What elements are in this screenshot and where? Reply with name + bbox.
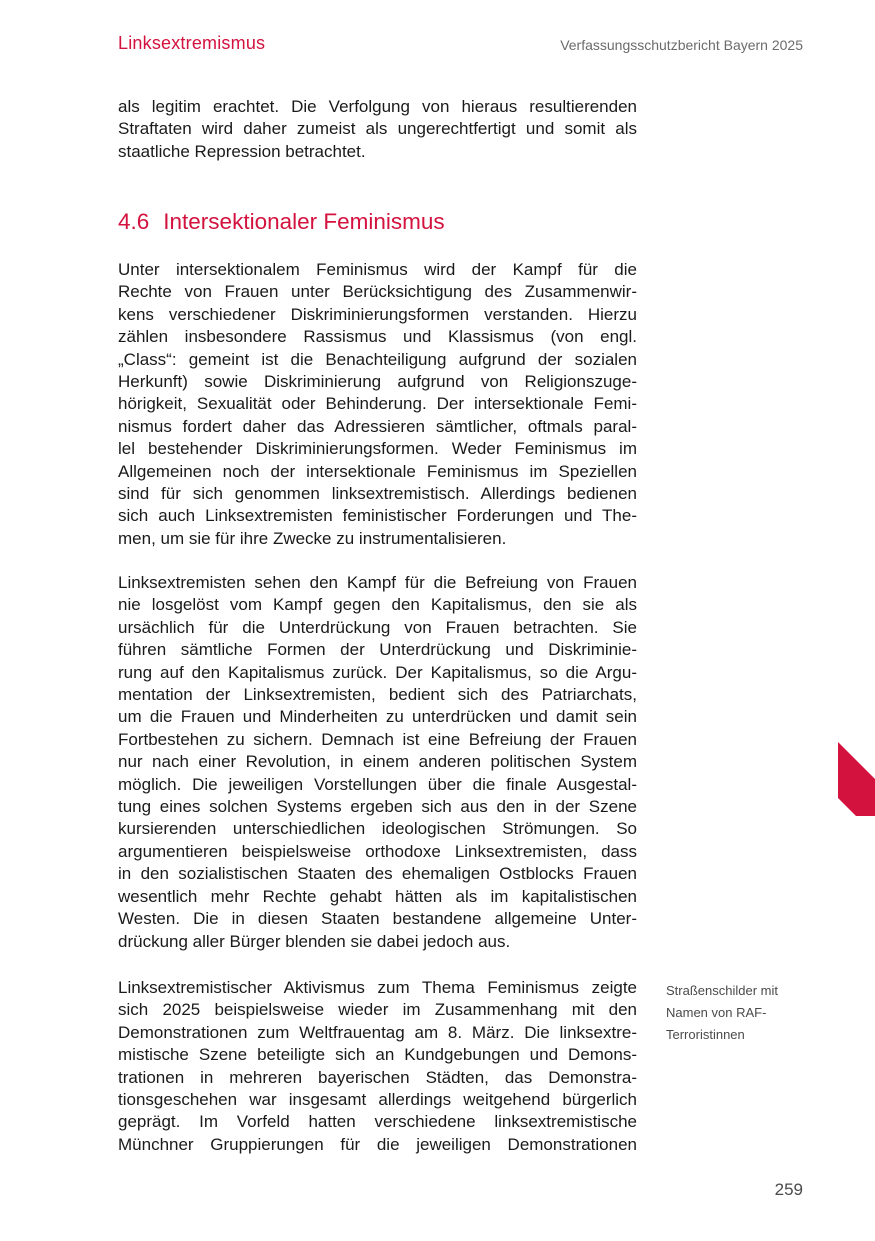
text-line: wesentlich mehr Rechte gehabt hätten als im kapitalistischen (118, 886, 637, 906)
paragraph-1 (118, 259, 637, 550)
paragraph-2 (118, 572, 637, 953)
text-line: geprägt. Im Vorfeld hatten verschiedene linksextremistische (118, 1112, 637, 1132)
text-line: trationen in mehreren bayerischen Städten, das Demonstra- (118, 1067, 637, 1087)
text-line: als legitim erachtet. Die Verfolgung von hieraus resultierenden (118, 97, 637, 116)
text-line: lel bestehender Diskriminierungsformen. Weder Feminismus im (118, 439, 637, 459)
intro-paragraph (118, 96, 637, 163)
text-line: sich auch Linksextremisten feministischer Forderungen und The- (118, 506, 637, 526)
chapter-tab-marker (838, 742, 875, 816)
text-line: Linksextremisten sehen den Kampf für die Befreiung von Frauen (118, 573, 637, 592)
text-line: Allgemeinen noch der intersektionale Feminismus im Speziellen (118, 461, 637, 481)
section-heading (118, 209, 445, 235)
text-line: nie losgelöst vom Kampf gegen den Kapitalismus, den sie als (118, 595, 637, 615)
text-line: Münchner Gruppierungen für die jeweiligen Demonstrationen (118, 1134, 637, 1154)
text-line: nur nach einer Revolution, in einem anderen politischen System (118, 752, 637, 772)
text-line: Demonstrationen zum Weltfrauentag am 8. März. Die linksextre- (118, 1022, 637, 1042)
text-line: um die Frauen und Minderheiten zu unterdrücken und damit sein (118, 707, 637, 727)
header-section-title: Linksextremismus (118, 33, 266, 53)
text-line: drückung aller Bürger blenden sie dabei jedoch aus. (118, 931, 511, 951)
text-line: kursierenden unterschiedlichen ideologischen Strömungen. So (118, 819, 637, 839)
header-report-title: Verfassungsschutzbericht Bayern 2025 (560, 37, 803, 53)
text-line: tionsgeschehen war insgesamt allerdings weitgehend bürgerlich (118, 1090, 637, 1110)
text-line: Unter intersektionalem Feminismus wird der Kampf für die (118, 260, 637, 279)
margin-note-line: Namen von RAF- (666, 1005, 767, 1020)
text-line: Westen. Die in diesen Staaten bestandene allgemeine Unter- (118, 909, 637, 929)
text-line: in den sozialistischen Staaten des ehemaligen Ostblocks Frauen (118, 864, 637, 884)
text-line: men, um sie für ihre Zwecke zu instrumentalisieren. (118, 528, 507, 548)
text-line: sind für sich genommen linksextremistisch. Allerdings bedienen (118, 484, 637, 504)
margin-note-line: Straßenschilder mit (666, 983, 778, 998)
text-line: Linksextremistischer Aktivismus zum Thema Feminismus zeigte (118, 978, 637, 997)
text-line: kens verschiedener Diskriminierungsformen verstanden. Hierzu (118, 304, 637, 324)
text-line: nismus fordert daher das Adressieren sämtlicher, oftmals paral- (118, 416, 637, 436)
text-line: möglich. Die jeweiligen Vorstellungen über die finale Ausgestal- (118, 774, 637, 794)
text-line: Rechte von Frauen unter Berücksichtigung des Zusammenwir- (118, 282, 637, 302)
text-line: ursächlich für die Unterdrückung von Frauen betrachten. Sie (118, 617, 637, 637)
margin-note-line: Terroristinnen (666, 1027, 745, 1042)
text-line: „Class“: gemeint ist die Benachteiligung aufgrund der sozialen (118, 349, 637, 369)
text-line: sich 2025 beispielsweise wieder im Zusammenhang mit den (118, 1000, 637, 1020)
text-line: führen sämtliche Formen der Unterdrückung und Diskriminie- (118, 640, 637, 660)
text-line: hörigkeit, Sexualität oder Behinderung. Der intersektionale Femi- (118, 394, 637, 414)
text-line: staatliche Repression betrachtet. (118, 141, 366, 161)
section-number: 4.6 (118, 209, 150, 234)
text-line: rung auf den Kapitalismus zurück. Der Kapitalismus, so die Argu- (118, 662, 637, 682)
text-line: Fortbestehen zu sichern. Demnach ist eine Befreiung der Frauen (118, 729, 637, 749)
text-line: Straftaten wird daher zumeist als ungerechtfertigt und somit als (118, 119, 637, 139)
text-line: Herkunft) sowie Diskriminierung aufgrund von Religionszuge- (118, 372, 637, 392)
section-title: Intersektionaler Feminismus (163, 209, 445, 234)
paragraph-3 (118, 977, 637, 1156)
text-line: mentation der Linksextremisten, bedient sich des Patriarchats, (118, 685, 637, 705)
text-line: argumentieren beispielsweise orthodoxe Linksextremisten, dass (118, 841, 637, 861)
text-line: tung eines solchen Systems ergeben sich aus den in der Szene (118, 797, 637, 817)
page-number: 259 (774, 1180, 803, 1199)
margin-note (666, 980, 806, 1046)
text-line: mistische Szene beteiligte sich an Kundgebungen und Demons- (118, 1045, 637, 1065)
text-line: zählen insbesondere Rassismus und Klassismus (von engl. (118, 327, 637, 347)
